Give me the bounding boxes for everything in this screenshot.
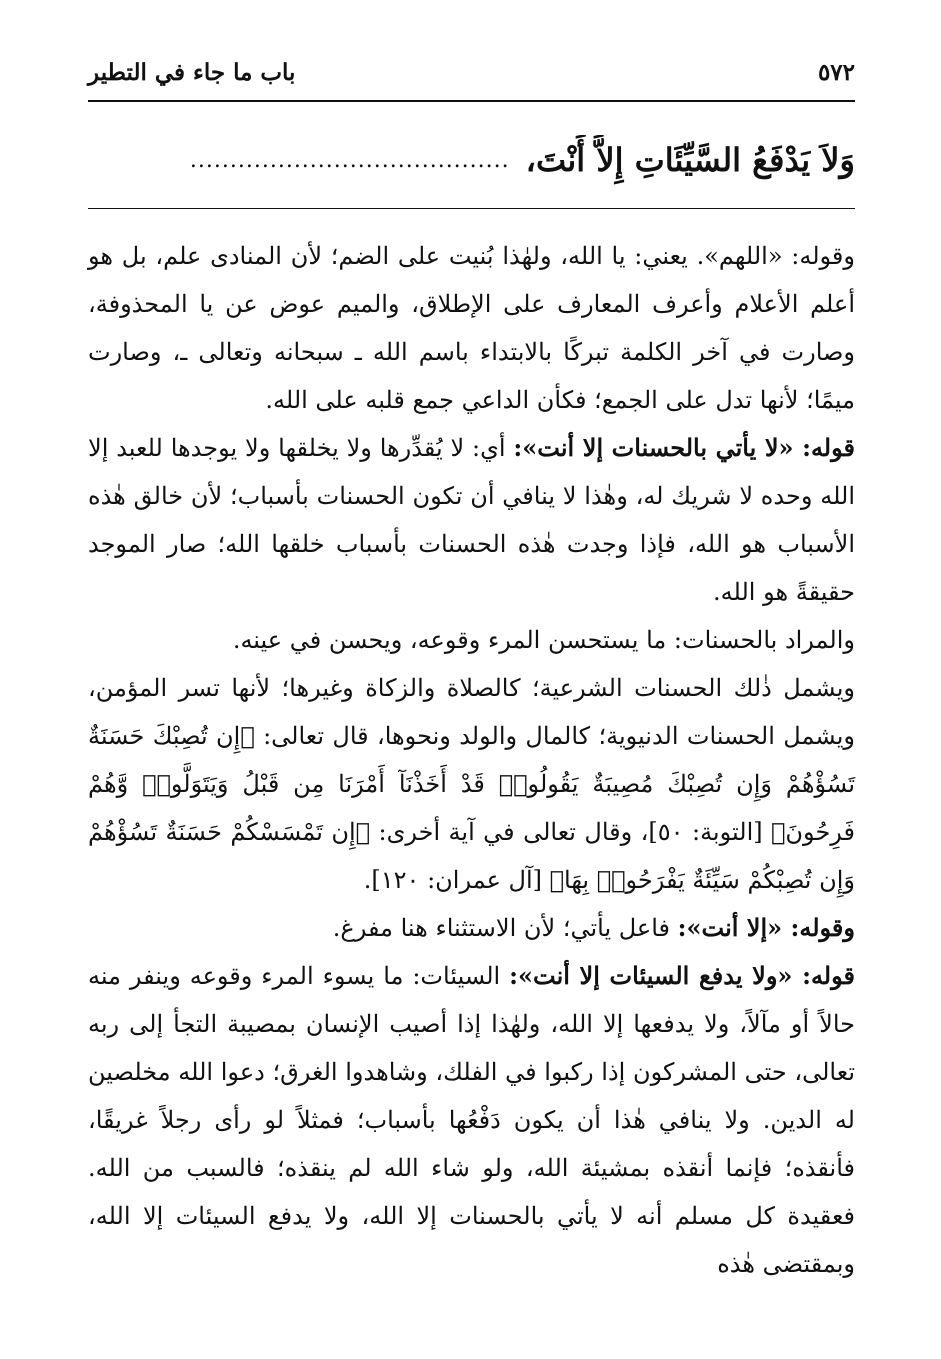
chapter-title: باب ما جاء في التطير [88, 58, 296, 86]
running-head [88, 52, 855, 92]
paragraph-6-text: السيئات: ما يسوء المرء وقوعه وينفر منه حالاً أو مآلاً، ولا يدفعها إلا الله، ولهٰذا إذا أصيب الإنسان بمصيبة التجأ إلى ربه تعالى، حتى المشركون إذا ركبوا في الفلك، وشاهدوا الغرق؛ دعوا الله مخلصين له الدين. ولا ينافي هٰذا أن يكون دَفْعُها بأسباب؛ فمثلاً لو رأى رجلاً غريقًا، فأنقذه؛ فإنما أنقذه بمشيئة الله، ولو شاء الله لم ينقذه؛ فالسبب من الله. فعقيدة كل مسلم أنه لا يأتي بالحسنات إلا الله، ولا يدفع السيئات إلا الله، وبمقتضى هٰذه [88, 962, 855, 1278]
paragraph-6-lead: قوله: «ولا يدفع السيئات إلا أنت»: [509, 961, 855, 990]
paragraph-6 [88, 952, 855, 1288]
paragraph-4-text: ويشمل ذٰلك الحسنات الشرعية؛ كالصلاة والزكاة وغيرها؛ لأنها تسر المؤمن، ويشمل الحسنات الدنيوية؛ كالمال والولد ونحوها، قال تعالى: ﴿إِن تُصِبْكَ حَسَنَةٌ تَسُؤْهُمْ وَإِن تُصِبْكَ مُصِيبَةٌ يَقُولُوا۟ قَدْ أَخَذْنَآ أَمْرَنَا مِن قَبْلُ وَيَتَوَلَّوا۟ وَّهُمْ فَرِحُونَ﴾ [التوبة: ٥٠]، وقال تعالى في آية أخرى: ﴿إِن تَمْسَسْكُمْ حَسَنَةٌ تَسُؤْهُمْ وَإِن تُصِبْكُمْ سَيِّئَةٌ يَفْرَحُوا۟ بِهَا﴾ [آل عمران: ١٢٠]. [88, 674, 856, 894]
paragraph-2-text: أي: لا يُقدِّرها ولا يخلقها ولا يوجدها للعبد إلا الله وحده لا شريك له، وهٰذا لا ينافي أن تكون الحسنات بأسباب؛ لأن خالق هٰذه الأسباب هو الله، فإذا وجدت هٰذه الحسنات بأسباب خلقها الله؛ صار الموجد حقيقةً هو الله. [88, 434, 855, 606]
paragraph-3 [88, 616, 855, 664]
section-heading-text: وَلاَ يَدْفَعُ السَّيِّئَاتِ إِلاَّ أَنْتَ، [525, 141, 855, 179]
heading-rule [88, 208, 855, 209]
paragraph-5-text: فاعل يأتي؛ لأن الاستثناء هنا مفرغ. [332, 914, 678, 942]
paragraph-2 [88, 424, 855, 616]
paragraph-5-lead: وقوله: «إلا أنت»: [677, 913, 855, 942]
paragraph-2-lead: قوله: «لا يأتي بالحسنات إلا أنت»: [513, 433, 855, 462]
paragraph-1-text: وقوله: «اللهم». يعني: يا الله، ولهٰذا بُنيت على الضم؛ لأن المنادى علم، بل هو أعلم الأعلام وأعرف المعارف على الإطلاق، والميم عوض عن يا المحذوفة، وصارت في آخر الكلمة تبركًا بالابتداء باسم الله ـ سبحانه وتعالى ـ، وصارت ميمًا؛ لأنها تدل على الجمع؛ فكأن الداعي جمع قلبه على الله. [88, 242, 855, 414]
paragraph-4 [88, 664, 855, 904]
section-heading [88, 135, 855, 185]
page-number: ٥٧٢ [817, 58, 855, 86]
paragraph-3-text: والمراد بالحسنات: ما يستحسن المرء وقوعه، ويحسن في عينه. [232, 626, 855, 654]
paragraph-5 [88, 904, 855, 952]
body-text [88, 232, 855, 1288]
header-rule [88, 100, 855, 102]
leader-dots: ........................................ [189, 147, 510, 173]
paragraph-1 [88, 232, 855, 424]
